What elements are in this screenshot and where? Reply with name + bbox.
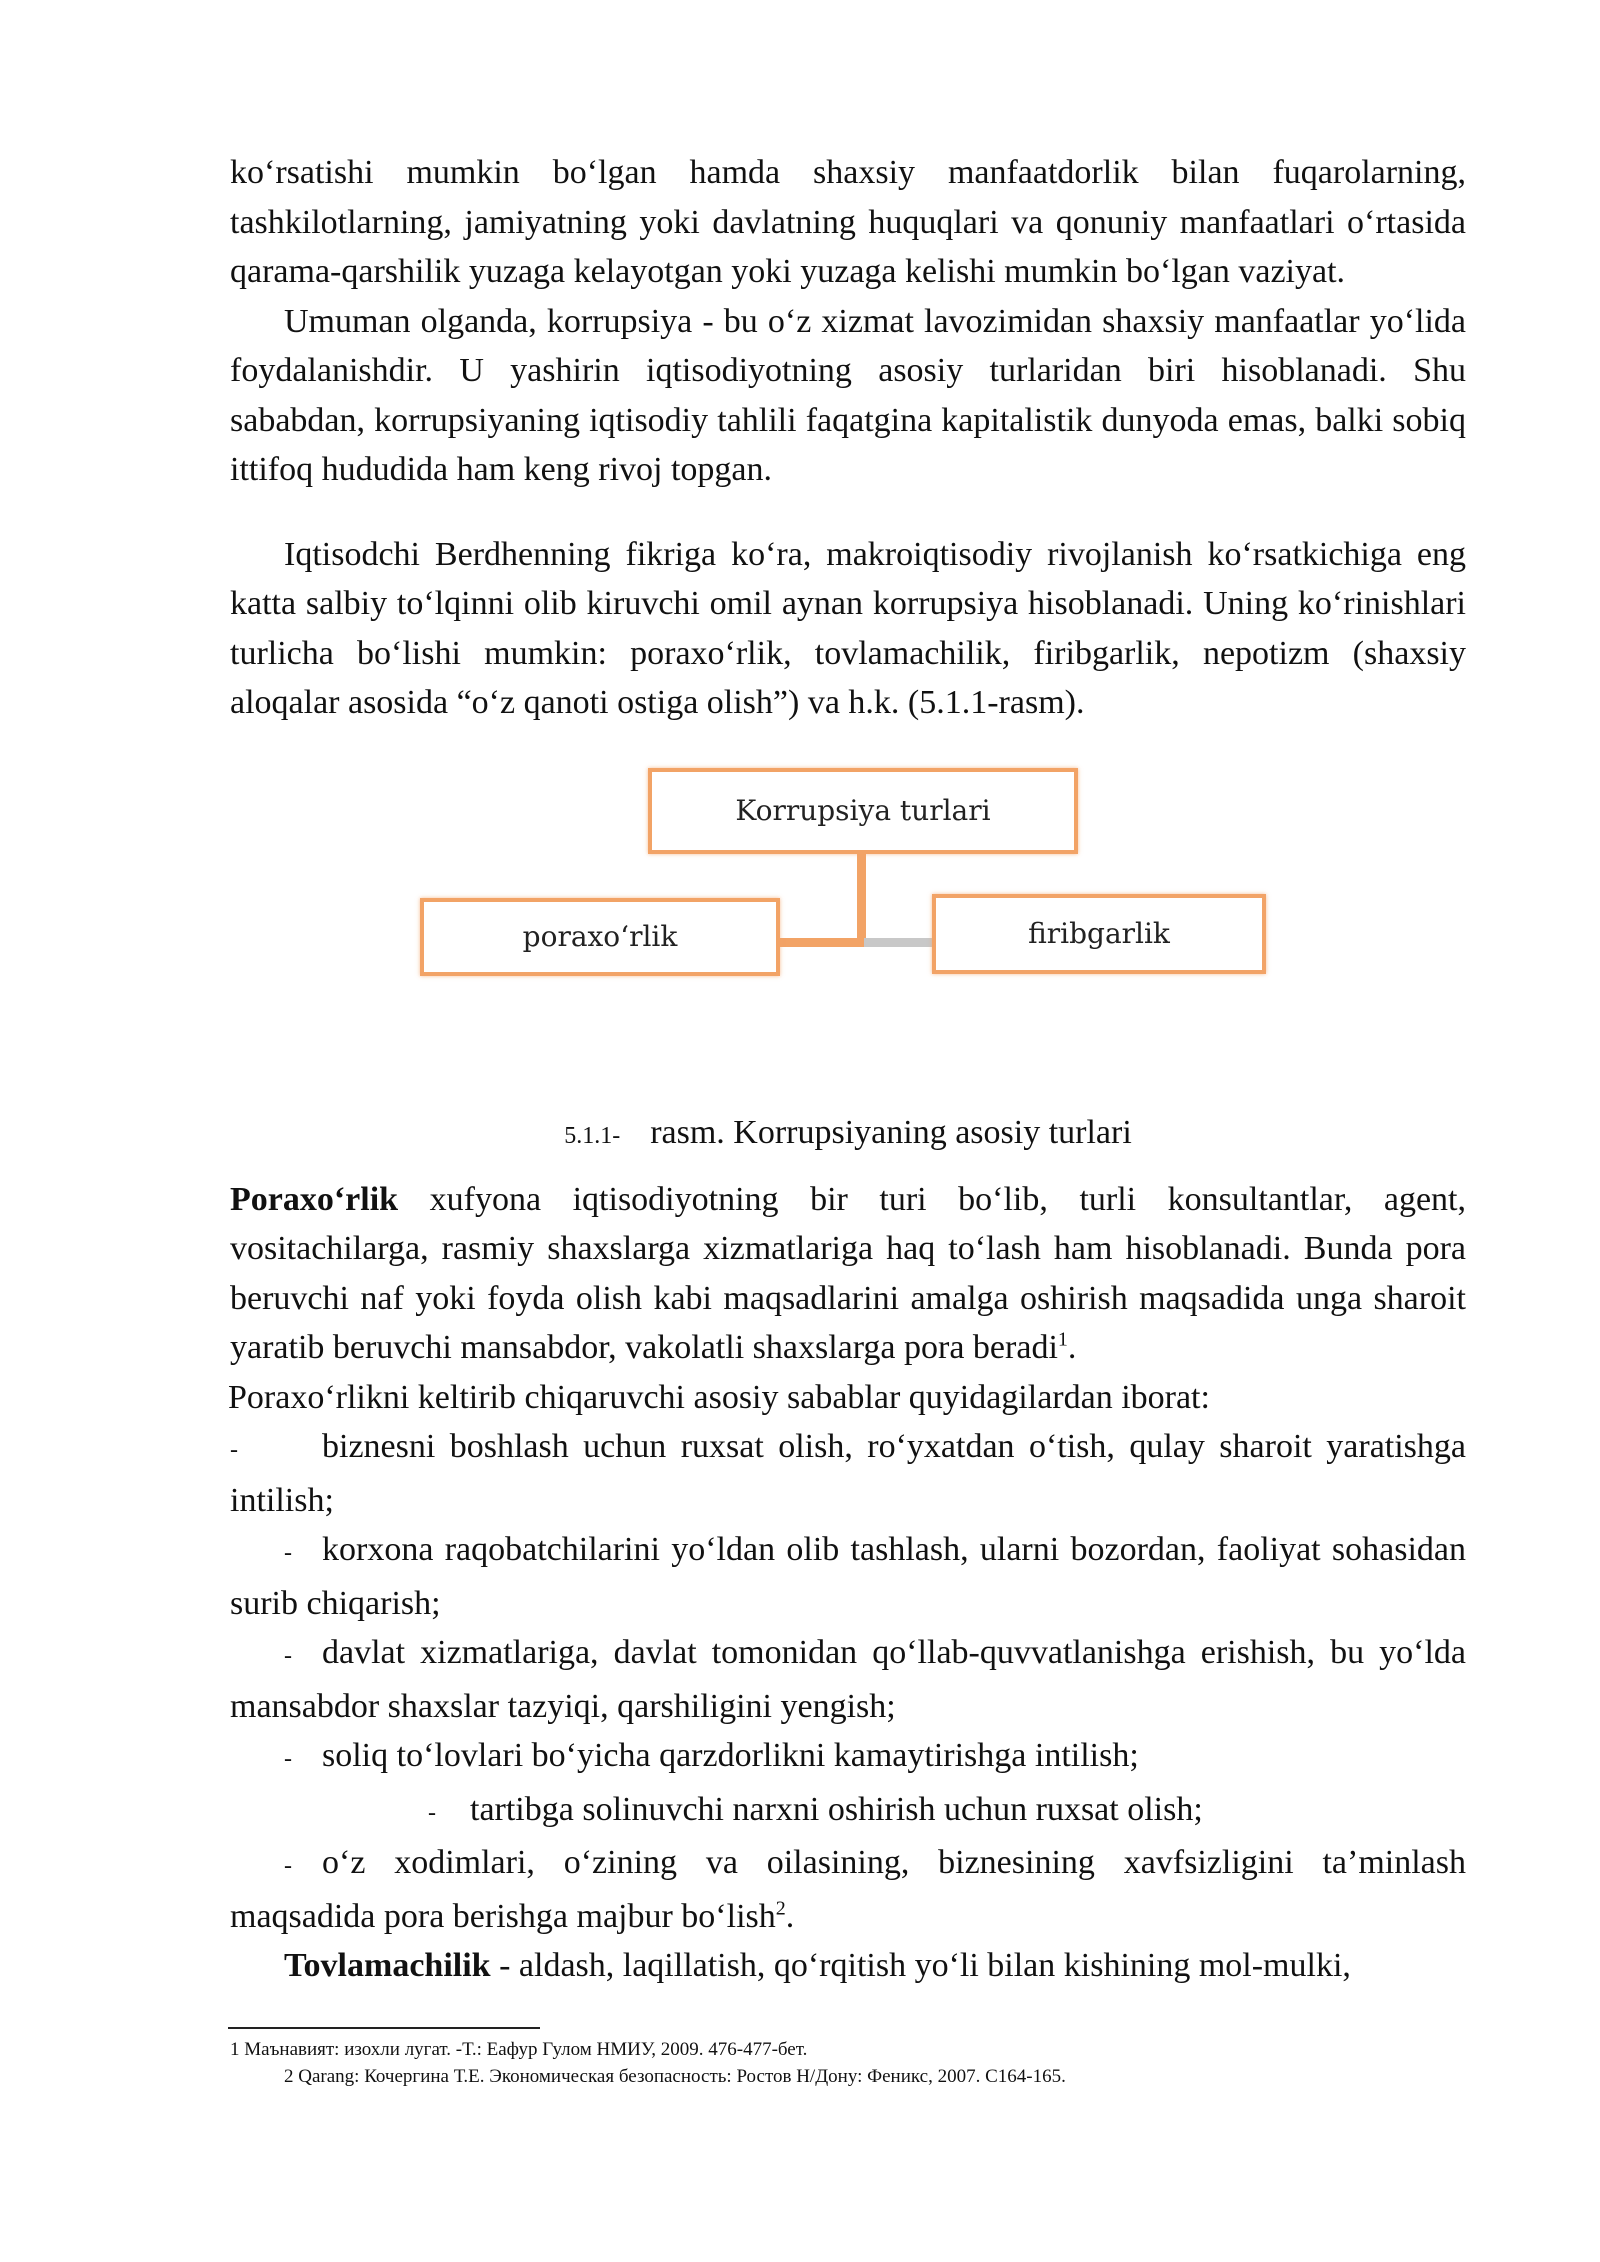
connector-vertical bbox=[857, 848, 866, 944]
corruption-types-diagram bbox=[230, 768, 1466, 1048]
paragraph-text: - aldash, laqillatish, qo‘rqitish yo‘li bilan kishining mol-mulki, bbox=[490, 1947, 1351, 1984]
term-bold: Tovlamachilik bbox=[284, 1947, 491, 1984]
diagram-box-right: firibgarlik bbox=[932, 894, 1266, 974]
list-item-text: o‘z xodimlari, o‘zining va oilasining, biznesining xavfsizligini ta’minlash maqsadida pora berishga majbur bo‘lish bbox=[230, 1844, 1466, 1935]
list-item-text: korxona raqobatchilarini yo‘ldan olib tashlash, ularni bozordan, faoliyat sohasidan surib chiqarish; bbox=[230, 1531, 1466, 1622]
list-item-text: soliq to‘lovlari bo‘yicha qarzdorlikni kamaytirishga intilish; bbox=[322, 1737, 1139, 1774]
paragraph bbox=[230, 1175, 1466, 1373]
list-item-text: biznesni boshlash uchun ruxsat olish, ro‘yxatdan o‘tish, qulay sharoit yaratishga intilish; bbox=[230, 1428, 1466, 1519]
list-dash: - bbox=[428, 1799, 436, 1826]
footnotes bbox=[230, 2036, 1466, 2090]
list-item bbox=[230, 1838, 1466, 1941]
paragraph: Poraxo‘rlikni keltirib chiqaruvchi asosiy sabablar quyidagilardan iborat: bbox=[228, 1378, 1210, 1416]
footnote-1: 1 Маънавият: изохли лугат. -Т.: Еафур Гулом НМИУ, 2009. 476-477-бет. bbox=[230, 2039, 808, 2060]
list-item-text: davlat xizmatlariga, davlat tomonidan qo‘llab-quvvatlanishga erishish, bu yo‘lda mansabdor shaxslar tazyiqi, qarshiligini yengish; bbox=[230, 1634, 1466, 1725]
diagram-box-top: Korrupsiya turlari bbox=[648, 768, 1078, 854]
list-item-text: tartibga solinuvchi narxni oshirish uchun ruxsat olish; bbox=[470, 1790, 1203, 1828]
list-item bbox=[230, 1731, 1466, 1785]
footnote-ref: 2 bbox=[775, 1897, 786, 1920]
paragraph: Iqtisodchi Berdhenning fikriga ko‘ra, makroiqtisodiy rivojlanish ko‘rsatkichiga eng katta salbiy to‘lqinni olib kiruvchi omil aynan korrupsiya hisoblanadi. Uning ko‘rinishlari turlicha bo‘lishi mumkin: poraxo‘rlik, tovlamachilik, firibgarlik, nepotizm (shaxsiy aloqalar asosida “o‘z qanoti ostiga olish”) va h.k. (5.1.1-rasm). bbox=[230, 535, 1466, 721]
list-item bbox=[230, 1628, 1466, 1731]
list-dash: - bbox=[284, 1746, 292, 1772]
paragraph: Umuman olganda, korrupsiya - bu o‘z xizmat lavozimidan shaxsiy manfaatlar yo‘lida foydalanishdir. U yashirin iqtisodiyotning asosiy turlaridan biri hisoblanadi. Shu sababdan, korrupsiyaning iqtisodiy tahlili faqatgina kapitalistik dunyoda emas, balki sobiq ittifoq hududida ham keng rivoj topgan. bbox=[230, 302, 1466, 488]
diagram-box-left: poraxo‘rlik bbox=[420, 898, 780, 976]
list-dash: - bbox=[230, 1437, 238, 1463]
list-item bbox=[230, 1525, 1466, 1628]
list-item bbox=[230, 1422, 1466, 1525]
list-dash: - bbox=[284, 1643, 292, 1669]
footnote-2: 2 Qarang: Кочергина Т.Е. Экономическая безопасность: Ростов Н/Дону: Феникс, 2007. С164-165. bbox=[284, 2066, 1066, 2087]
list-item bbox=[230, 1785, 1466, 1839]
paragraph-end: . bbox=[1067, 1329, 1077, 1366]
figure-caption bbox=[230, 1108, 1466, 1161]
footnote-ref: 1 bbox=[1057, 1328, 1068, 1351]
paragraph-text: xufyona iqtisodiyotning bir turi bo‘lib, turli konsultantlar, agent, vositachilarga, rasmiy shaxslarga xizmatlariga haq to‘lash ham hisoblanadi. Bunda pora beruvchi naf yoki foyda olish kabi maqsadlarini amalga oshirish maqsadida unga sharoit yaratib beruvchi mansabdor, vakolatli shaxslarga pora beradi bbox=[230, 1180, 1466, 1366]
term-bold: Poraxo‘rlik bbox=[230, 1180, 399, 1218]
list-dash: - bbox=[284, 1540, 292, 1566]
page-body bbox=[230, 148, 1466, 1991]
figure-caption-text: rasm. Korrupsiyaning asosiy turlari bbox=[650, 1113, 1132, 1151]
connector-left bbox=[778, 938, 864, 947]
list-item-end: . bbox=[785, 1897, 795, 1935]
paragraph bbox=[230, 1941, 1466, 1991]
paragraph: ko‘rsatishi mumkin bo‘lgan hamda shaxsiy manfaatdorlik bilan fuqarolarning, tashkilotlarning, jamiyatning yoki davlatning huquqlari va qonuniy manfaatlari o‘rtasida qarama-qarshilik yuzaga kelayotgan yoki yuzaga kelishi mumkin bo‘lgan vaziyat. bbox=[230, 154, 1466, 290]
list-dash: - bbox=[284, 1853, 292, 1879]
figure-number: 5.1.1- bbox=[564, 1122, 621, 1149]
footnote-separator bbox=[228, 2027, 540, 2029]
